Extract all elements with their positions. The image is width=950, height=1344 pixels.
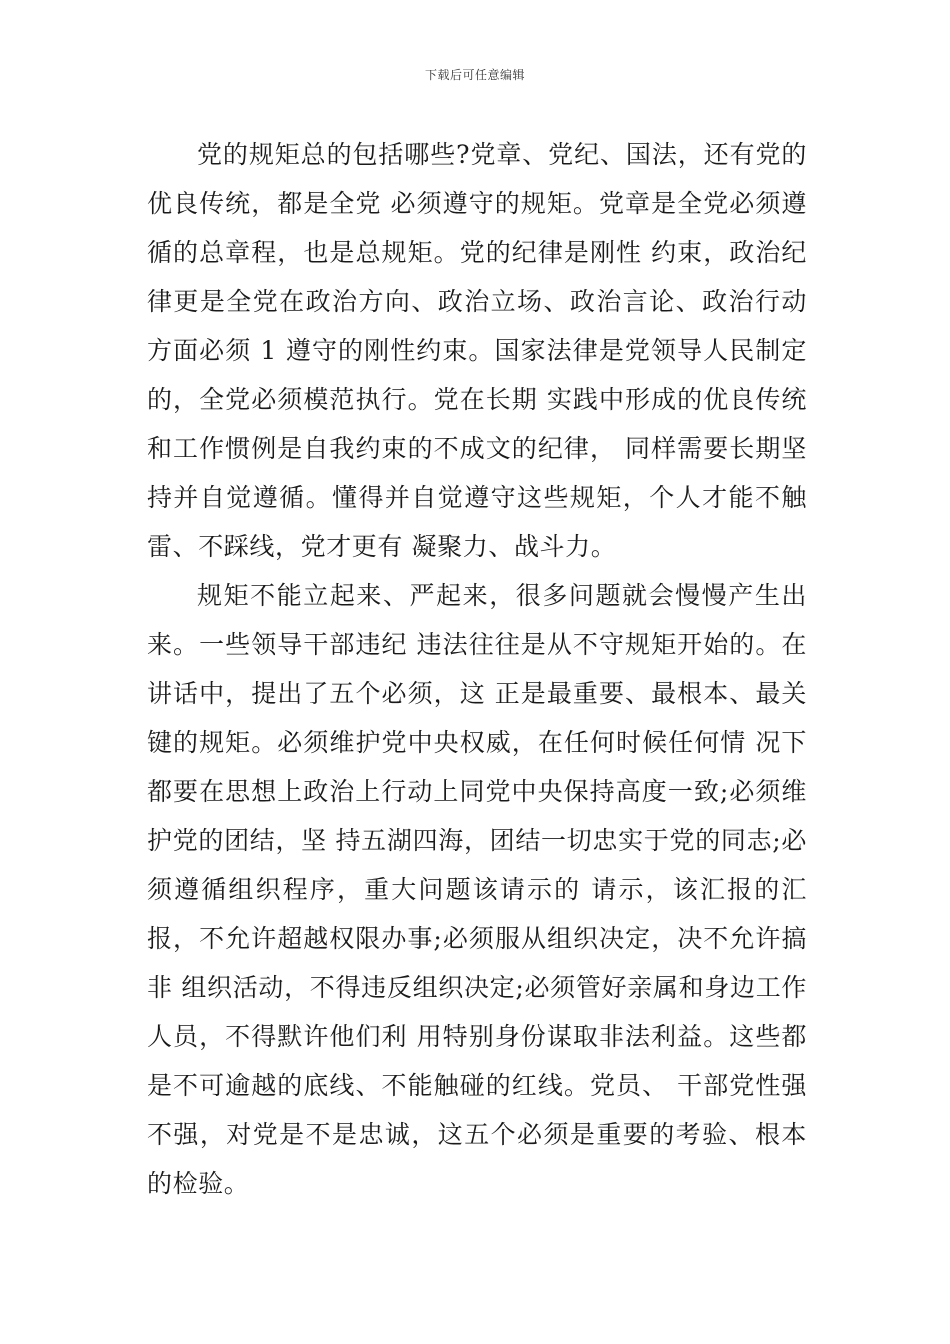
header-note: 下载后可任意编辑 (424, 68, 525, 82)
document-body (147, 130, 807, 1208)
paragraph-party-rules: 党的规矩总的包括哪些?党章、党纪、国法，还有党的优良传统，都是全党 必须遵守的规矩。党章是全党必须遵循的总章程，也是总规矩。党的纪律是刚性 约束，政治纪律更是全党在政治方向、政治立场、政治言论、政治行动方面必须 1 遵守的刚性约束。国家法律是党领导人民制定的，全党必须模范执行。党在长期 实践中形成的优良传统和工作惯例是自我约束的不成文的纪律， 同样需要长期坚持并自觉遵循。懂得并自觉遵守这些规矩，个人才能不触雷、不踩线，党才更有 凝聚力、战斗力。 (147, 140, 807, 561)
paragraph-five-musts: 规矩不能立起来、严起来，很多问题就会慢慢产生出来。一些领导干部违纪 违法往往是从不守规矩开始的。在讲话中，提出了五个必须，这 正是最重要、最根本、最关键的规矩。必须维护党中央权威，在任何时候任何情 况下都要在思想上政治上行动上同党中央保持高度一致;必须维护党的团结，坚 持五湖四海，团结一切忠实于党的同志;必须遵循组织程序，重大问题该请示的 请示，该汇报的汇报，不允许超越权限办事;必须服从组织决定，决不允许搞非 组织活动，不得违反组织决定;必须管好亲属和身边工作人员，不得默许他们利 用特别身份谋取非法利益。这些都是不可逾越的底线、不能触碰的红线。党员、 干部党性强不强，对党是不是忠诚，这五个必须是重要的考验、根本的检验。 (147, 581, 807, 1198)
